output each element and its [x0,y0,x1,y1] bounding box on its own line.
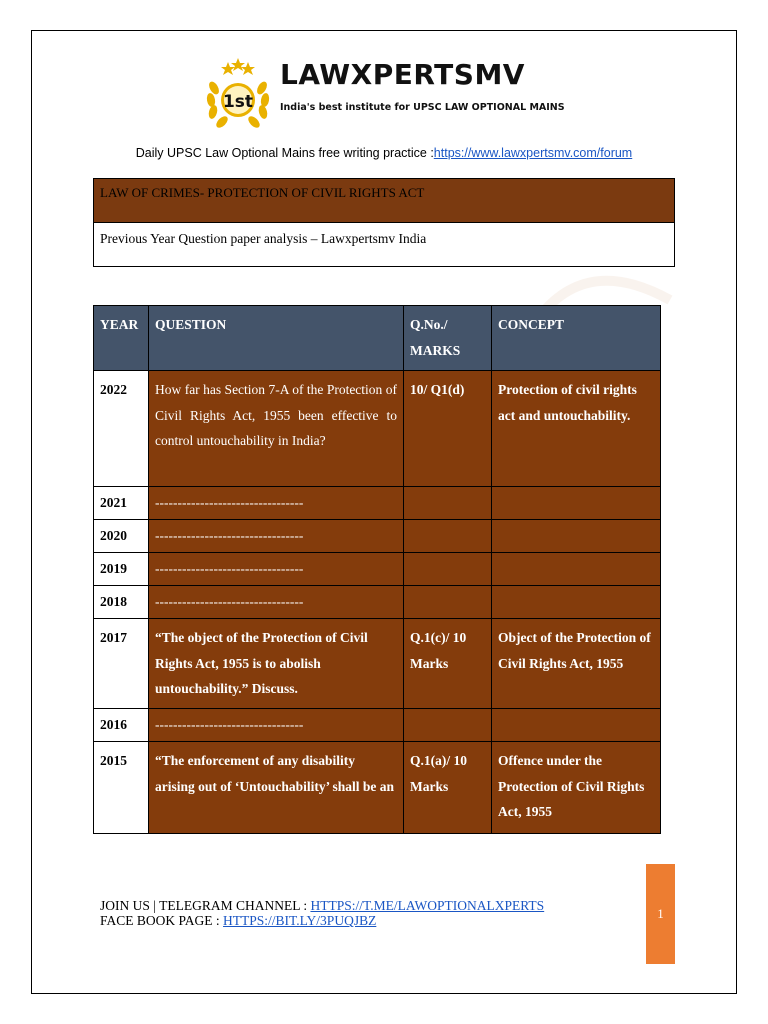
question-cell: How far has Section 7-A of the Protection of Civil Rights Act, 1955 been effective to control untouchability in India? [149,371,404,487]
marks-cell [404,487,492,520]
facebook-line [100,913,544,928]
page-number: 1 [646,864,675,964]
brand-logo [204,52,564,132]
brand-name: LAWXPERTSMV [280,58,525,91]
question-cell: --------------------------------- [149,709,404,742]
year-cell: 2021 [94,487,149,520]
practice-text: Daily UPSC Law Optional Mains free writing practice : [135,146,434,160]
forum-link[interactable]: https://www.lawxpertsmv.com/forum [433,146,633,160]
concept-cell: Offence under the Protection of Civil Rights Act, 1955 [492,742,661,834]
badge-text: 1st [222,92,254,112]
question-cell: --------------------------------- [149,553,404,586]
header-question: QUESTION [149,306,404,371]
question-cell: --------------------------------- [149,520,404,553]
marks-cell [404,709,492,742]
footer [100,898,544,928]
year-cell: 2019 [94,553,149,586]
facebook-label: FACE BOOK PAGE : [100,913,224,928]
concept-cell [492,709,661,742]
concept-cell [492,553,661,586]
marks-cell [404,520,492,553]
marks-cell: Q.1(a)/ 10 Marks [404,742,492,834]
marks-cell: 10/ Q1(d) [404,371,492,487]
table-row [94,742,661,834]
header-marks: Q.No./ MARKS [404,306,492,371]
year-cell: 2018 [94,586,149,619]
facebook-link[interactable]: HTTPS://BIT.LY/3PUQJBZ [223,913,377,928]
pyq-table [93,305,661,834]
telegram-line [100,898,544,913]
question-cell: --------------------------------- [149,487,404,520]
section-heading: LAW OF CRIMES- PROTECTION OF CIVIL RIGHTS ACT [94,179,674,223]
table-header-row [94,306,661,371]
telegram-link[interactable]: HTTPS://T.ME/LAWOPTIONALXPERTS [310,898,545,913]
table-row [94,586,661,619]
concept-cell [492,520,661,553]
table-row [94,709,661,742]
table-row [94,520,661,553]
table-row [94,487,661,520]
brand-tagline: India's best institute for UPSC LAW OPTIONAL MAINS [280,102,565,113]
marks-cell [404,553,492,586]
marks-cell: Q.1(c)/ 10 Marks [404,619,492,709]
table-row [94,371,661,487]
table-row [94,619,661,709]
section-subtitle: Previous Year Question paper analysis – Lawxpertsmv India [100,231,427,246]
question-cell: “The object of the Protection of Civil Rights Act, 1955 is to abolish untouchability.” Discuss. [149,619,404,709]
question-cell: --------------------------------- [149,586,404,619]
year-cell: 2022 [94,371,149,487]
year-cell: 2017 [94,619,149,709]
concept-cell [492,586,661,619]
table-row [94,553,661,586]
laurel-badge-icon [204,58,272,130]
concept-cell [492,487,661,520]
year-cell: 2016 [94,709,149,742]
year-cell: 2020 [94,520,149,553]
title-box [93,178,675,267]
concept-cell: Protection of civil rights act and untouchability. [492,371,661,487]
marks-cell [404,586,492,619]
concept-cell: Object of the Protection of Civil Rights Act, 1955 [492,619,661,709]
practice-line [0,146,768,160]
year-cell: 2015 [94,742,149,834]
header-concept: CONCEPT [492,306,661,371]
question-cell: “The enforcement of any disability arising out of ‘Untouchability’ shall be an [149,742,404,834]
header-year: YEAR [94,306,149,371]
telegram-label: JOIN US | TELEGRAM CHANNEL : [100,898,311,913]
